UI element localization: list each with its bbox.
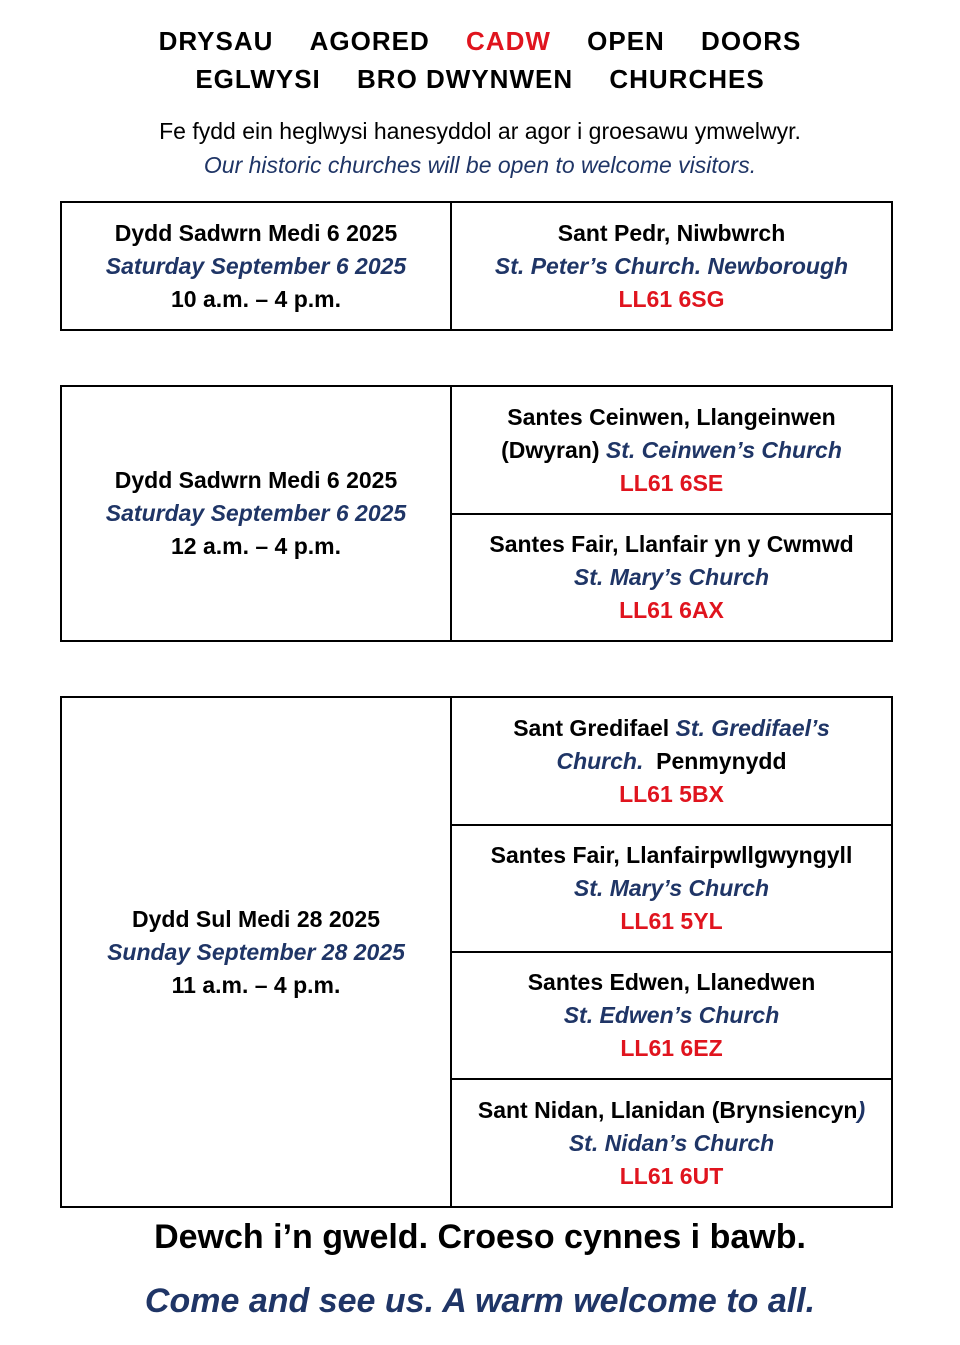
header-word: CHURCHES [609, 64, 765, 94]
header-word-cadw: CADW [466, 26, 551, 56]
date-welsh: Dydd Sadwrn Medi 6 2025 [114, 467, 398, 493]
church-cell [451, 825, 892, 952]
date-cell [61, 386, 451, 641]
church-cell [451, 514, 892, 641]
date-welsh: Dydd Sul Medi 28 2025 [132, 905, 380, 932]
date-english: Sunday September 28 2025 [107, 938, 405, 965]
header-word: EGLWYSI [195, 64, 321, 94]
church-name-welsh: Santes Ceinwen, Llangeinwen [507, 403, 836, 430]
church-name-welsh: Sant Gredifael [513, 714, 670, 741]
postcode: LL61 6SE [619, 469, 724, 496]
header-word: OPEN [587, 26, 665, 56]
postcode: LL61 5BX [619, 780, 724, 807]
church-name-english: St. Edwen’s Church [563, 1002, 780, 1028]
church-name-english: St. Mary’s Church [573, 875, 770, 901]
header-line-1 [0, 26, 960, 57]
header-word: DRYSAU [158, 26, 274, 56]
date-cell [61, 697, 451, 1207]
church-name-english: St. Mary’s Church [573, 564, 770, 590]
postcode: LL61 6EZ [620, 1035, 723, 1061]
postcode: LL61 6UT [619, 1162, 724, 1189]
church-name-welsh: Santes Edwen, Llanedwen [527, 969, 816, 995]
church-name-english: St. Gredifael’s [675, 714, 830, 741]
church-name-paren: ) [857, 1096, 866, 1123]
church-name-welsh: Santes Fair, Llanfair yn y Cwmwd [489, 531, 854, 557]
church-locality: Penmynydd [656, 747, 787, 774]
church-name-english-cont: Church. [556, 747, 644, 774]
header-word: BRO DWYNWEN [357, 64, 574, 94]
opening-time: 11 a.m. – 4 p.m. [171, 971, 341, 998]
footer-welsh: Dewch i’n gweld. Croeso cynnes i bawb. [154, 1218, 806, 1256]
opening-time: 10 a.m. – 4 p.m. [170, 285, 342, 312]
date-welsh: Dydd Sadwrn Medi 6 2025 [114, 219, 398, 246]
church-name-welsh: Sant Pedr, Niwbwrch [557, 219, 786, 246]
postcode: LL61 6AX [619, 597, 724, 623]
header-word: AGORED [309, 26, 430, 56]
schedule-block-1 [60, 201, 893, 331]
church-name-english: St. Peter’s Church. Newborough [494, 252, 849, 279]
church-name-english: St. Ceinwen’s Church [605, 436, 842, 463]
date-english: Saturday September 6 2025 [105, 252, 407, 279]
church-name-welsh: Sant Nidan, Llanidan (Brynsiencyn [477, 1096, 858, 1123]
intro-welsh: Fe fydd ein heglwysi hanesyddol ar agor i groesawu ymwelwyr. [159, 118, 801, 144]
church-locality: (Dwyran) [501, 436, 600, 463]
church-cell [451, 697, 892, 825]
date-cell [61, 202, 451, 330]
church-cell [451, 386, 892, 514]
church-cell [451, 1079, 892, 1207]
church-name-welsh: Santes Fair, Llanfairpwllgwyngyll [490, 842, 853, 868]
schedule-block-2 [60, 385, 893, 642]
church-cell [451, 952, 892, 1079]
footer-english: Come and see us. A warm welcome to all. [144, 1282, 816, 1320]
intro-english: Our historic churches will be open to welcome visitors. [203, 152, 757, 178]
date-english: Saturday September 6 2025 [105, 500, 407, 526]
header-word: DOORS [701, 26, 802, 56]
header-line-2 [0, 64, 960, 95]
opening-time: 12 a.m. – 4 p.m. [170, 533, 342, 559]
church-cell [451, 202, 892, 330]
postcode: LL61 6SG [618, 285, 725, 312]
postcode: LL61 5YL [620, 908, 723, 934]
church-name-english: St. Nidan’s Church [568, 1129, 775, 1156]
schedule-block-3 [60, 696, 893, 1208]
